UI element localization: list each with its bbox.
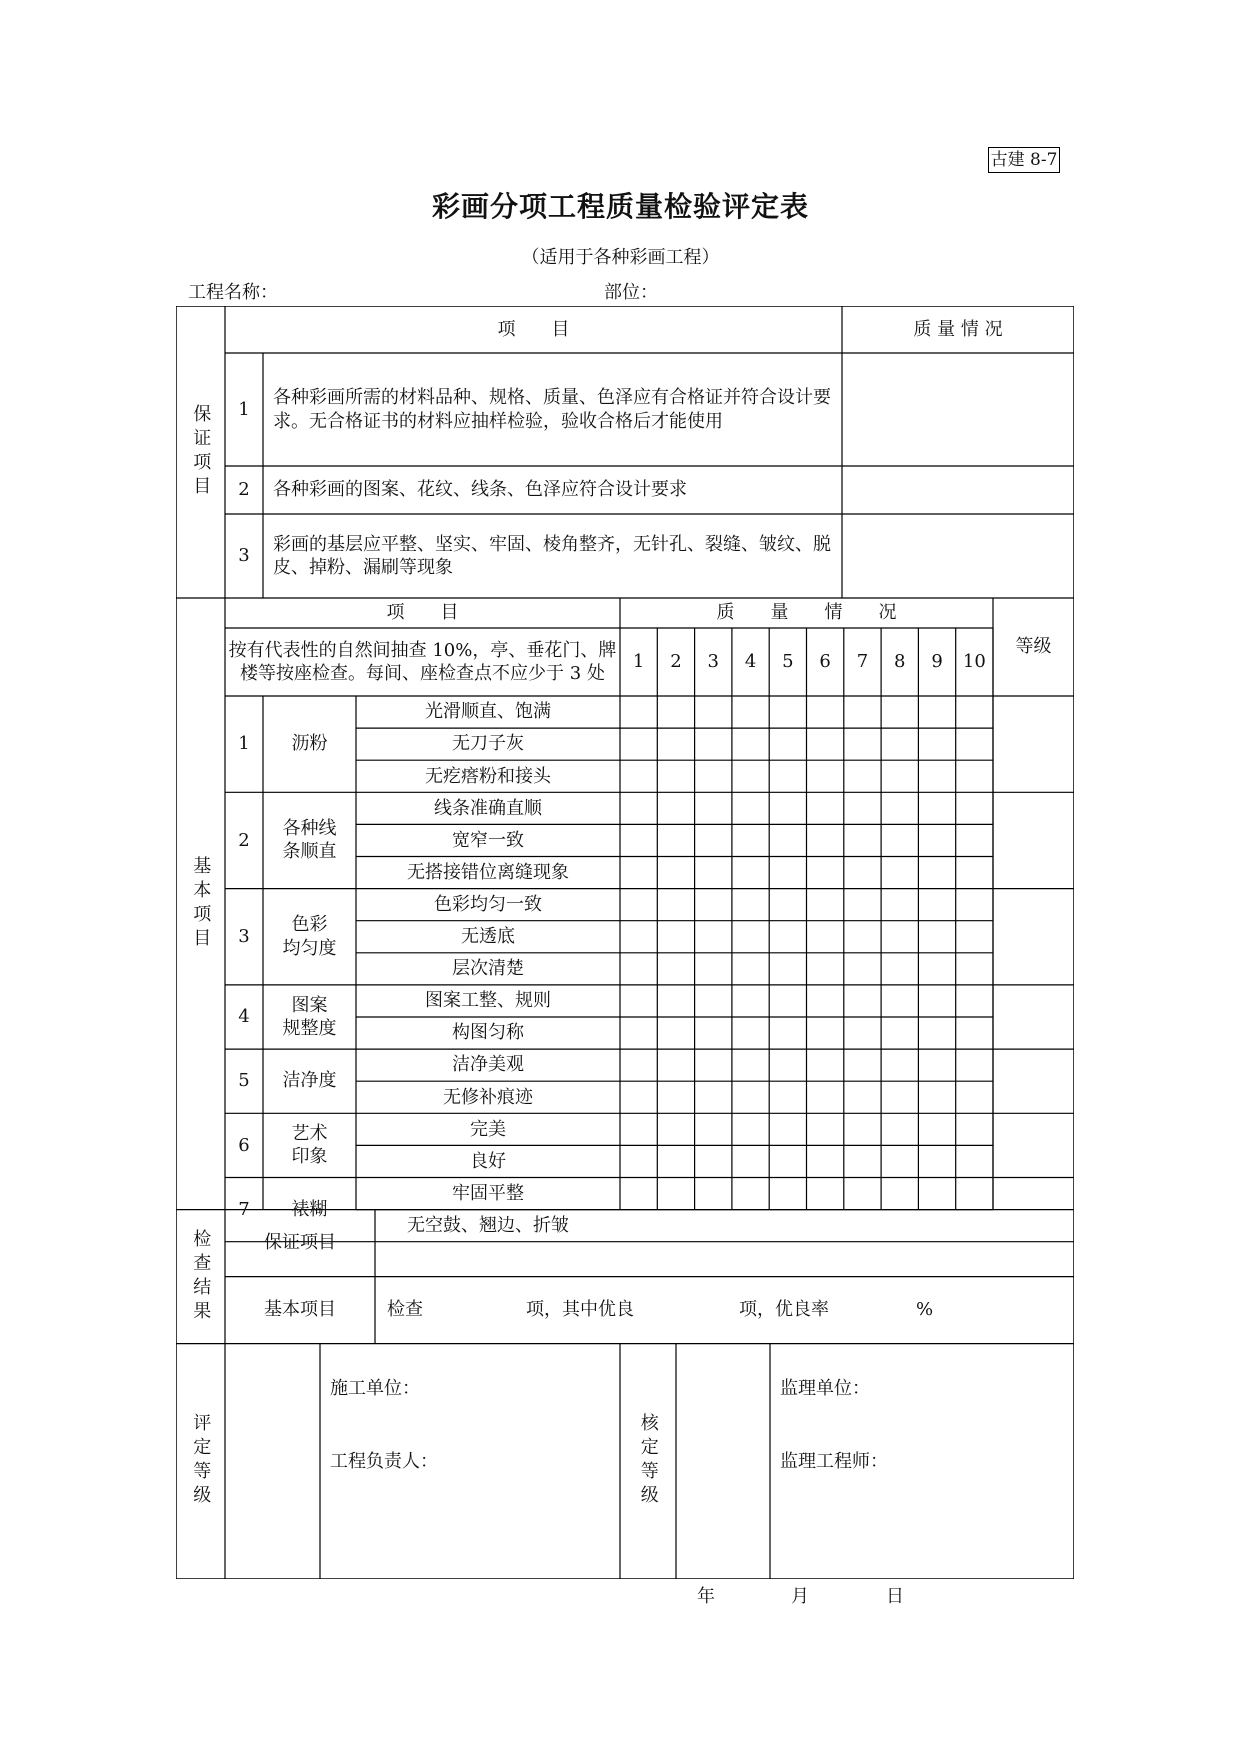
basic-col-item bbox=[225, 598, 620, 628]
basic-group-name-text: 色彩 均匀度 bbox=[282, 914, 337, 959]
point-number bbox=[844, 628, 881, 696]
basic-group-no bbox=[225, 985, 263, 1049]
guarantee-item-text-text: 各种彩画的图案、花纹、线条、色泽应符合设计要求 bbox=[273, 479, 687, 501]
basic-criterion-text: 无空鼓、翘边、折皱 bbox=[407, 1214, 569, 1236]
basic-col-grade-text: 等级 bbox=[1015, 636, 1052, 658]
page-subtitle: （适用于各种彩画工程） bbox=[521, 247, 720, 268]
basic-col-quality bbox=[620, 598, 993, 628]
guarantee-item-text-text: 各种彩画所需的材料品种、规格、质量、色泽应有合格证并符合设计要求。无合格证书的材料应抽样检验，验收合格后才能使用 bbox=[273, 387, 831, 432]
basic-section-label bbox=[176, 598, 225, 1210]
basic-group-name-text: 各种线 条顺直 bbox=[282, 818, 337, 863]
result-percent-text: % bbox=[916, 1299, 934, 1321]
basic-group-no-text: 2 bbox=[238, 829, 250, 851]
result-check-text bbox=[377, 1277, 437, 1344]
basic-criterion-text: 良好 bbox=[470, 1150, 506, 1172]
construction-unit-label bbox=[320, 1374, 620, 1404]
verify-grade-label bbox=[620, 1344, 676, 1579]
basic-group-name-text: 艺术 印象 bbox=[291, 1123, 328, 1168]
basic-criterion-text: 层次清楚 bbox=[452, 958, 524, 980]
rating-section-label bbox=[176, 1344, 225, 1579]
basic-criterion-text: 洁净美观 bbox=[452, 1054, 524, 1076]
basic-criterion bbox=[356, 1049, 620, 1081]
point-number-text: 6 bbox=[819, 651, 831, 673]
point-number bbox=[657, 628, 694, 696]
result-items-excellent-text bbox=[516, 1277, 656, 1344]
basic-group-name bbox=[263, 792, 356, 888]
basic-criterion bbox=[356, 1081, 620, 1113]
guarantee-item-no bbox=[225, 353, 263, 466]
location-label: 部位： bbox=[604, 282, 658, 303]
point-number-text: 4 bbox=[744, 651, 757, 673]
supervision-engineer-label bbox=[770, 1447, 1074, 1477]
point-number-text: 10 bbox=[962, 651, 986, 673]
basic-criterion bbox=[356, 857, 620, 889]
basic-criterion-text: 宽窄一致 bbox=[452, 829, 524, 851]
basic-criterion-text: 牢固平整 bbox=[452, 1182, 524, 1204]
basic-criterion-text: 色彩均匀一致 bbox=[434, 893, 542, 915]
guarantee-item-no bbox=[225, 514, 263, 598]
basic-group-name bbox=[263, 889, 356, 985]
basic-group-name-text: 图案 规整度 bbox=[282, 994, 337, 1039]
basic-group-no-text: 6 bbox=[238, 1134, 250, 1156]
basic-group-name bbox=[263, 1049, 356, 1113]
basic-group-no-text: 7 bbox=[238, 1198, 250, 1220]
basic-group-no-text: 5 bbox=[238, 1070, 250, 1092]
result-section-label-text: 检查结果 bbox=[190, 1228, 212, 1325]
guarantee-item-quality bbox=[842, 514, 1074, 598]
basic-group-name bbox=[263, 1113, 356, 1177]
basic-criterion bbox=[356, 696, 620, 728]
page-title: 彩画分项工程质量检验评定表 bbox=[431, 190, 809, 223]
construction-unit-label-text: 施工单位： bbox=[330, 1377, 420, 1399]
basic-criterion bbox=[356, 921, 620, 953]
inspection-table bbox=[176, 306, 1074, 1579]
basic-col-quality-text: 质 量 情 况 bbox=[716, 602, 897, 624]
basic-criterion bbox=[356, 889, 620, 921]
project-manager-label bbox=[320, 1447, 620, 1477]
result-section-label bbox=[176, 1210, 225, 1344]
point-number-text: 7 bbox=[856, 651, 869, 673]
basic-criterion bbox=[356, 953, 620, 985]
basic-group-no-text: 4 bbox=[238, 1006, 250, 1028]
basic-group-name-text: 沥粉 bbox=[291, 733, 328, 755]
basic-group-name-text: 洁净度 bbox=[282, 1070, 337, 1092]
point-number-text: 3 bbox=[707, 651, 719, 673]
point-number bbox=[881, 628, 918, 696]
guarantee-item-text-text: 彩画的基层应平整、坚实、牢固、棱角整齐，无针孔、裂缝、皱纹、脱皮、掉粉、漏刷等现象 bbox=[273, 533, 831, 578]
point-number bbox=[620, 628, 657, 696]
guarantee-section-label-text: 保证项目 bbox=[190, 404, 212, 500]
basic-group-no bbox=[225, 1049, 263, 1113]
basic-criterion-text: 无透底 bbox=[461, 926, 515, 948]
basic-group-name bbox=[263, 696, 356, 792]
result-percent bbox=[906, 1277, 946, 1344]
supervision-unit-label-text: 监理单位： bbox=[780, 1377, 870, 1399]
supervision-engineer-label-text: 监理工程师： bbox=[780, 1450, 888, 1472]
guarantee-item-quality bbox=[842, 353, 1074, 466]
guarantee-col-item-text: 项 目 bbox=[497, 318, 570, 340]
point-number bbox=[807, 628, 844, 696]
basic-sampling-note-text: 按有代表性的自然间抽查 10%，亭、垂花门、牌楼等按座检查。每间、座检查点不应少于 3 处 bbox=[228, 639, 617, 684]
result-guarantee-value bbox=[375, 1210, 1074, 1277]
basic-col-grade bbox=[993, 598, 1074, 696]
basic-criterion bbox=[356, 985, 620, 1017]
result-basic-label bbox=[225, 1277, 375, 1344]
basic-criterion-text: 图案工整、规则 bbox=[425, 990, 551, 1012]
point-number bbox=[732, 628, 769, 696]
basic-criterion bbox=[356, 1113, 620, 1145]
guarantee-col-item bbox=[225, 306, 842, 353]
basic-group-name bbox=[263, 985, 356, 1049]
basic-criterion bbox=[356, 824, 620, 856]
basic-group-no bbox=[225, 696, 263, 792]
point-number-text: 9 bbox=[931, 651, 943, 673]
result-basic-label-text: 基本项目 bbox=[264, 1299, 336, 1321]
rating-section-label-text: 评定等级 bbox=[190, 1413, 212, 1510]
basic-group-no-text: 3 bbox=[238, 926, 250, 948]
point-number bbox=[918, 628, 955, 696]
result-check-text-text: 检查 bbox=[387, 1299, 423, 1321]
point-number bbox=[956, 628, 993, 696]
point-number-text: 2 bbox=[670, 651, 682, 673]
basic-criterion-text: 无刀子灰 bbox=[452, 733, 524, 755]
project-name-label: 工程名称： bbox=[188, 282, 278, 303]
date-month-label: 月 bbox=[791, 1586, 809, 1607]
project-manager-label-text: 工程负责人： bbox=[330, 1450, 438, 1472]
guarantee-item-no bbox=[225, 466, 263, 514]
result-items-excellent-text-text: 项，其中优良 bbox=[526, 1299, 634, 1321]
basic-group-no-text: 1 bbox=[238, 733, 250, 755]
guarantee-item-no-text: 3 bbox=[238, 545, 250, 567]
point-number bbox=[695, 628, 732, 696]
basic-criterion bbox=[356, 1178, 620, 1210]
basic-criterion bbox=[356, 792, 620, 824]
basic-criterion-text: 无疙瘩粉和接头 bbox=[425, 765, 551, 787]
basic-criterion-text: 构图匀称 bbox=[452, 1022, 524, 1044]
result-guarantee-label bbox=[225, 1210, 375, 1277]
basic-criterion bbox=[356, 1017, 620, 1049]
basic-group-name-text: 裱糊 bbox=[291, 1198, 328, 1220]
guarantee-section-label bbox=[176, 306, 225, 598]
point-number-text: 5 bbox=[782, 651, 794, 673]
guarantee-item-text bbox=[263, 466, 842, 514]
basic-sampling-note bbox=[225, 628, 620, 696]
guarantee-item-no-text: 1 bbox=[238, 398, 250, 420]
basic-criterion-text: 光滑顺直、饱满 bbox=[425, 701, 551, 723]
guarantee-col-quality-text: 质 量 情 况 bbox=[913, 318, 1003, 340]
date-day-label: 日 bbox=[886, 1586, 904, 1607]
result-excellent-rate-text bbox=[729, 1277, 839, 1344]
basic-section-label-text: 基本项目 bbox=[190, 855, 212, 952]
basic-criterion bbox=[356, 760, 620, 792]
form-code: 古建 8-7 bbox=[988, 147, 1060, 173]
verify-grade-value bbox=[676, 1344, 770, 1579]
guarantee-item-text bbox=[263, 514, 842, 598]
rating-grade-value bbox=[225, 1344, 320, 1579]
basic-col-item-text: 项 目 bbox=[386, 602, 459, 624]
point-number-text: 1 bbox=[632, 651, 645, 673]
basic-criterion-text: 无搭接错位离缝现象 bbox=[407, 861, 569, 883]
result-guarantee-label-text: 保证项目 bbox=[264, 1232, 336, 1254]
basic-criterion-text: 无修补痕迹 bbox=[443, 1086, 533, 1108]
guarantee-item-text bbox=[263, 353, 842, 466]
basic-criterion bbox=[356, 1145, 620, 1177]
guarantee-item-no-text: 2 bbox=[238, 479, 250, 501]
guarantee-col-quality bbox=[842, 306, 1074, 353]
date-year-label: 年 bbox=[697, 1586, 715, 1607]
result-excellent-rate-text-text: 项，优良率 bbox=[739, 1299, 829, 1321]
basic-criterion-text: 线条准确直顺 bbox=[434, 797, 542, 819]
basic-criterion-text: 完美 bbox=[470, 1118, 506, 1140]
basic-group-no bbox=[225, 1113, 263, 1177]
basic-group-no bbox=[225, 889, 263, 985]
basic-group-no bbox=[225, 792, 263, 888]
point-number bbox=[769, 628, 806, 696]
guarantee-item-quality bbox=[842, 466, 1074, 514]
basic-criterion bbox=[356, 728, 620, 760]
supervision-unit-label bbox=[770, 1374, 1074, 1404]
point-number-text: 8 bbox=[894, 651, 906, 673]
verify-grade-label-text: 核定等级 bbox=[637, 1413, 659, 1510]
